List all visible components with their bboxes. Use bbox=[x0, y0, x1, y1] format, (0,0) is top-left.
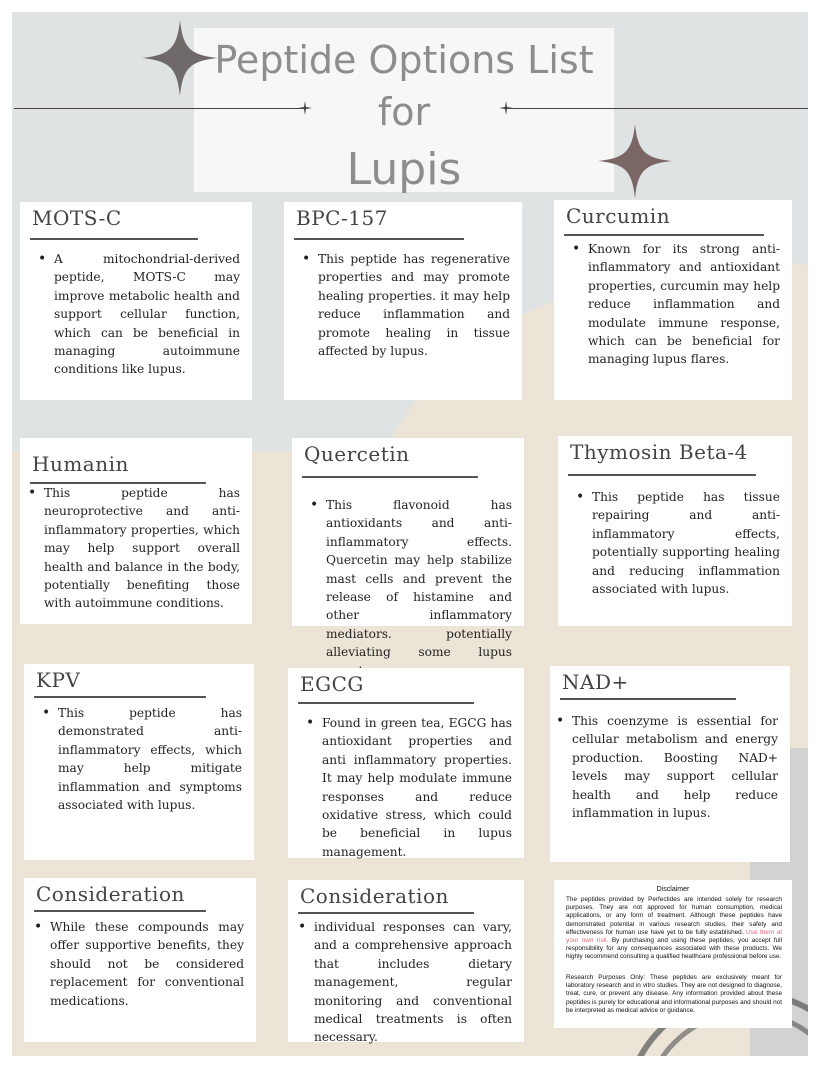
card-text bbox=[42, 704, 242, 814]
card-curcumin bbox=[554, 200, 792, 400]
card-humanin bbox=[20, 438, 252, 624]
card-text-body: This peptide has tissue repairing and anti-inflammatory effects, potentially supporting healing and reducing inflammation associated with lupus. bbox=[592, 490, 780, 597]
card-text bbox=[556, 712, 778, 822]
card-title: EGCG bbox=[300, 672, 364, 696]
bullet: • bbox=[298, 919, 307, 935]
title-line-2: for bbox=[377, 90, 431, 134]
bullet: • bbox=[306, 715, 315, 731]
card-consideration-2 bbox=[288, 880, 524, 1045]
title-underline bbox=[34, 696, 206, 698]
card-text-body: individual responses can vary, and a comprehensive approach that includes dietary management, regular monitoring and conventional medical treatments is often necessary. bbox=[314, 920, 512, 1045]
card-quercetin bbox=[292, 438, 524, 660]
card-title: Thymosin Beta-4 bbox=[570, 440, 748, 464]
bullet: • bbox=[38, 251, 47, 267]
disclaimer-warning: Use them at your own risk. bbox=[566, 928, 782, 945]
title-line-1: Peptide Options List bbox=[214, 38, 594, 82]
card-text-body: A mitochondrial-derived peptide, MOTS-C may improve metabolic health and support cellular function, which can be beneficial in managing autoimmune conditions like lupus. bbox=[54, 252, 240, 377]
disclaimer-box bbox=[554, 880, 792, 1028]
bullet: • bbox=[576, 489, 585, 505]
card-title: KPV bbox=[36, 668, 81, 692]
card-text bbox=[28, 484, 240, 613]
card-text-body: Known for its strong anti-inflammatory and antioxidant properties, curcumin may help reduce inflammation and modulate immune response, which can be beneficial for managing lupus flares. bbox=[588, 242, 780, 367]
card-egcg bbox=[288, 668, 524, 858]
card-title: Consideration bbox=[300, 884, 449, 908]
disclaimer-text: The peptides provided by Perfectides are intended solely for research purposes. They are not approved for human consumption, medical applications, or any form of treatment. Although these peptides have demonstrated potential in various research studies, their safety and effectiveness for human use have yet to be fully established. bbox=[566, 896, 782, 936]
card-text bbox=[34, 918, 244, 1010]
small-star-icon bbox=[499, 101, 513, 115]
bullet: • bbox=[572, 241, 581, 257]
title-underline bbox=[560, 698, 736, 700]
card-title: MOTS-C bbox=[32, 206, 122, 230]
large-star-icon bbox=[142, 20, 218, 96]
card-title: Consideration bbox=[36, 882, 185, 906]
bullet: • bbox=[42, 705, 51, 721]
poster bbox=[12, 12, 808, 1056]
card-text-body: This flavonoid has antioxidants and anti-inflammatory effects. Quercetin may help stabilize mast cells and prevent the release of histamine and other inflammatory mediators. potentially alleviating some lupus bbox=[326, 498, 512, 660]
card-bpc-157 bbox=[284, 202, 522, 400]
title-underline bbox=[34, 910, 206, 912]
title-underline bbox=[568, 474, 756, 476]
card-nad-plus bbox=[550, 666, 790, 862]
card-thymosin-beta-4 bbox=[558, 436, 792, 626]
title-underline bbox=[298, 702, 474, 704]
card-text bbox=[576, 488, 780, 598]
title-line-3: Lupis bbox=[346, 144, 462, 195]
title-underline bbox=[30, 238, 198, 240]
disclaimer-title: Disclaimer bbox=[656, 886, 690, 893]
card-text-body: This peptide has regenerative properties and may promote healing properties. it may help reduce inflammation and promote healing in tissue affected by lupus. bbox=[318, 252, 510, 359]
disclaimer-text: By purchasing and using these peptides, you accept full responsibility for any consequences associated with these products. We highly recommend consulting a qualified healthcare professional before use. bbox=[566, 937, 782, 961]
title-underline bbox=[298, 912, 474, 914]
bullet: • bbox=[34, 919, 43, 935]
card-text-body: This coenzyme is essential for cellular metabolism and energy production. Boosting NAD+ levels may support cellular health and help reduce inflammation in lupus. bbox=[572, 714, 778, 821]
card-text bbox=[310, 496, 512, 680]
title-rule-right bbox=[504, 108, 808, 109]
small-star-icon bbox=[298, 101, 312, 115]
card-kpv bbox=[24, 664, 254, 860]
card-text-body: While these compounds may offer supportive benefits, they should not be considered replacement for conventional medications. bbox=[50, 920, 244, 1008]
bullet: • bbox=[556, 713, 565, 729]
card-text-body: Found in green tea, EGCG has antioxidant properties and anti inflammatory properties. It may help modulate immune responses and reduce oxidative stress, which could be beneficial in lupus management. bbox=[322, 716, 512, 859]
title-box bbox=[194, 28, 614, 195]
title-underline bbox=[564, 234, 764, 236]
card-text bbox=[298, 918, 512, 1047]
card-text bbox=[38, 250, 240, 379]
title-underline bbox=[294, 238, 464, 240]
card-mots-c bbox=[20, 202, 252, 400]
card-text-body: This peptide has demonstrated anti-inflammatory effects, which may help mitigate inflammation and symptoms associated with lupus. bbox=[58, 706, 242, 813]
bullet: • bbox=[310, 497, 319, 513]
large-star-icon bbox=[598, 124, 672, 198]
disclaimer-paragraph-2: Research Purposes Only: These peptides are exclusively meant for laboratory research and in vitro studies. They are not designed to diagnose, treat, cure, or prevent any disease. Any information provided about these peptides is purely for educational and informational purposes and should not be interpreted as medical advice or guidance. bbox=[566, 974, 783, 1014]
disclaimer-paragraph-1 bbox=[566, 896, 782, 962]
card-title: Curcumin bbox=[566, 204, 671, 228]
bullet: • bbox=[28, 485, 37, 501]
card-title: Quercetin bbox=[304, 442, 410, 466]
card-title: NAD+ bbox=[562, 670, 629, 694]
card-text bbox=[306, 714, 512, 861]
card-title: Humanin bbox=[32, 452, 129, 476]
bullet: • bbox=[302, 251, 311, 267]
card-text bbox=[302, 250, 510, 360]
card-consideration-1 bbox=[24, 878, 256, 1042]
card-title: BPC-157 bbox=[296, 206, 388, 230]
card-text bbox=[572, 240, 780, 369]
title-underline bbox=[302, 476, 478, 478]
card-text-body: This peptide has neuroprotective and anti-inflammatory properties, which may help support overall health and balance in the body, potentially benefiting those with autoimmune conditions. bbox=[44, 486, 240, 611]
title-rule-left bbox=[14, 108, 306, 109]
